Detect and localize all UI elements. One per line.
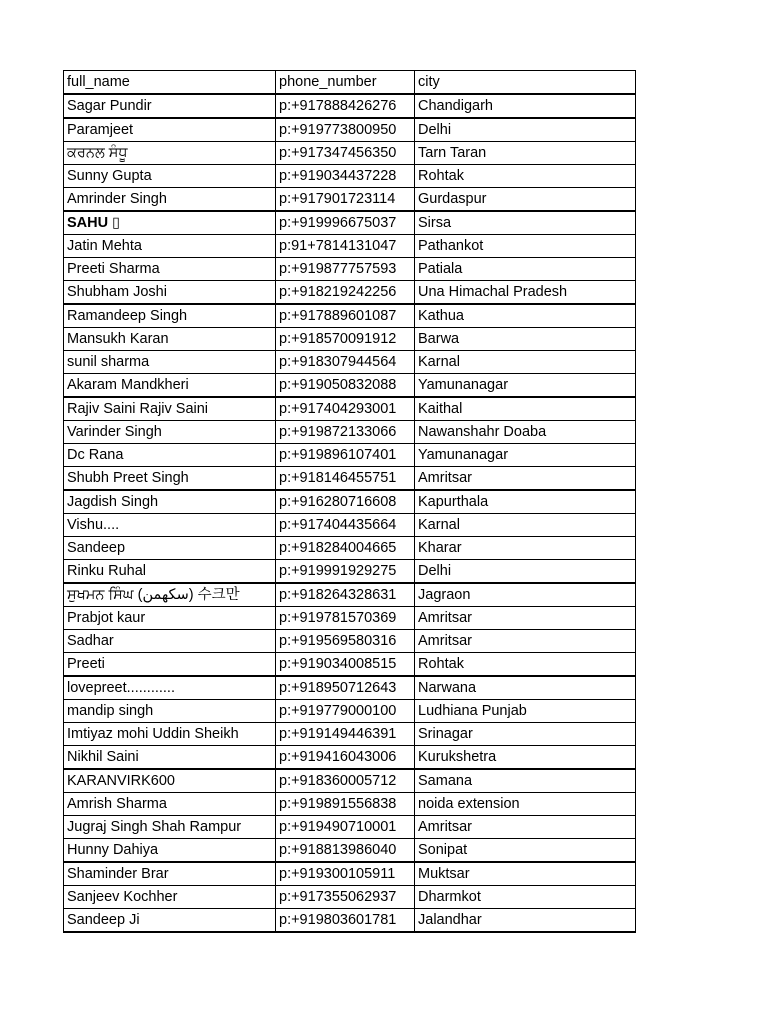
city-cell: Chandigarh — [415, 94, 636, 118]
phone-number-cell: p:+919773800950 — [276, 118, 415, 142]
phone-number-cell: p:+918307944564 — [276, 351, 415, 374]
full-name-cell: Nikhil Saini — [64, 746, 276, 770]
header-row — [64, 71, 636, 95]
full-name-cell: Sagar Pundir — [64, 94, 276, 118]
table-row — [64, 258, 636, 281]
table-row — [64, 746, 636, 770]
full-name-cell: Sunny Gupta — [64, 165, 276, 188]
phone-number-cell: p:+918570091912 — [276, 328, 415, 351]
city-cell: Amritsar — [415, 607, 636, 630]
table-row — [64, 583, 636, 607]
table-row — [64, 374, 636, 398]
city-cell: Dharmkot — [415, 886, 636, 909]
header-phone-number: phone_number — [276, 71, 415, 95]
phone-number-cell: p:+917888426276 — [276, 94, 415, 118]
city-cell: Kapurthala — [415, 490, 636, 514]
city-cell: Kaithal — [415, 397, 636, 421]
full-name-cell: Paramjeet — [64, 118, 276, 142]
city-cell: Samana — [415, 769, 636, 793]
full-name-cell: mandip singh — [64, 700, 276, 723]
table-row — [64, 304, 636, 328]
full-name-cell: Sandeep — [64, 537, 276, 560]
full-name-cell: Jugraj Singh Shah Rampur — [64, 816, 276, 839]
phone-number-cell: p:+918950712643 — [276, 676, 415, 700]
full-name-cell: Vishu.... — [64, 514, 276, 537]
city-cell: Nawanshahr Doaba — [415, 421, 636, 444]
phone-number-cell: p:+919779000100 — [276, 700, 415, 723]
table-row — [64, 421, 636, 444]
phone-number-cell: p:+917889601087 — [276, 304, 415, 328]
full-name-cell: Amrinder Singh — [64, 188, 276, 212]
phone-number-cell: p:+919149446391 — [276, 723, 415, 746]
city-cell: Delhi — [415, 118, 636, 142]
city-cell: Amritsar — [415, 630, 636, 653]
header-full-name: full_name — [64, 71, 276, 95]
city-cell: Delhi — [415, 560, 636, 584]
table-row — [64, 723, 636, 746]
full-name-cell: Shubh Preet Singh — [64, 467, 276, 491]
phone-number-cell: p:+919781570369 — [276, 607, 415, 630]
city-cell: Patiala — [415, 258, 636, 281]
full-name-cell: ਸੁਖਮਨ ਸਿੰਘ (سکھمن) 수크만 — [64, 583, 276, 607]
table-row — [64, 793, 636, 816]
table-row — [64, 839, 636, 863]
full-name-cell: Imtiyaz mohi Uddin Sheikh — [64, 723, 276, 746]
phone-number-cell: p:+918264328631 — [276, 583, 415, 607]
table-row — [64, 444, 636, 467]
table-row — [64, 142, 636, 165]
table-row — [64, 816, 636, 839]
full-name-cell: KARANVIRK600 — [64, 769, 276, 793]
phone-number-cell: p:+916280716608 — [276, 490, 415, 514]
table-row — [64, 630, 636, 653]
city-cell: Barwa — [415, 328, 636, 351]
table-row — [64, 607, 636, 630]
city-cell: Amritsar — [415, 816, 636, 839]
phone-number-cell: p:+919034437228 — [276, 165, 415, 188]
phone-number-cell: p:+918219242256 — [276, 281, 415, 305]
city-cell: Muktsar — [415, 862, 636, 886]
city-cell: Sonipat — [415, 839, 636, 863]
phone-number-cell: p:+919996675037 — [276, 211, 415, 235]
city-cell: Pathankot — [415, 235, 636, 258]
city-cell: Kathua — [415, 304, 636, 328]
city-cell: Yamunanagar — [415, 374, 636, 398]
table-row — [64, 514, 636, 537]
full-name-cell: Rinku Ruhal — [64, 560, 276, 584]
table-row — [64, 862, 636, 886]
full-name-cell: Sanjeev Kochher — [64, 886, 276, 909]
full-name-cell: Ramandeep Singh — [64, 304, 276, 328]
phone-number-cell: p:+918146455751 — [276, 467, 415, 491]
table-row — [64, 769, 636, 793]
table-row — [64, 700, 636, 723]
full-name-cell: Jatin Mehta — [64, 235, 276, 258]
phone-number-cell: p:+918360005712 — [276, 769, 415, 793]
table-row — [64, 188, 636, 212]
city-cell: Una Himachal Pradesh — [415, 281, 636, 305]
table-row — [64, 397, 636, 421]
city-cell: Tarn Taran — [415, 142, 636, 165]
phone-number-cell: p:+919300105911 — [276, 862, 415, 886]
table-row — [64, 328, 636, 351]
full-name-cell: Preeti — [64, 653, 276, 677]
phone-number-cell: p:+917355062937 — [276, 886, 415, 909]
city-cell: Amritsar — [415, 467, 636, 491]
table-row — [64, 886, 636, 909]
full-name-cell: Preeti Sharma — [64, 258, 276, 281]
full-name-cell: ਕਰਨਲ ਸੰਧੂ — [64, 142, 276, 165]
table-row — [64, 211, 636, 235]
table-row — [64, 560, 636, 584]
full-name-cell: Jagdish Singh — [64, 490, 276, 514]
city-cell: Rohtak — [415, 653, 636, 677]
city-cell: Karnal — [415, 514, 636, 537]
full-name-cell: Varinder Singh — [64, 421, 276, 444]
city-cell: Sirsa — [415, 211, 636, 235]
table-row — [64, 909, 636, 933]
city-cell: Kharar — [415, 537, 636, 560]
city-cell: Narwana — [415, 676, 636, 700]
table-row — [64, 467, 636, 491]
city-cell: Yamunanagar — [415, 444, 636, 467]
full-name-cell: Shubham Joshi — [64, 281, 276, 305]
phone-number-cell: p:+919569580316 — [276, 630, 415, 653]
full-name-cell: Sandeep Ji — [64, 909, 276, 933]
phone-number-cell: p:+919896107401 — [276, 444, 415, 467]
phone-number-cell: p:+919490710001 — [276, 816, 415, 839]
city-cell: Karnal — [415, 351, 636, 374]
full-name-cell: Mansukh Karan — [64, 328, 276, 351]
phone-number-cell: p:91+7814131047 — [276, 235, 415, 258]
phone-number-cell: p:+919891556838 — [276, 793, 415, 816]
full-name-cell: lovepreet............ — [64, 676, 276, 700]
table-row — [64, 281, 636, 305]
table-row — [64, 490, 636, 514]
full-name-cell: sunil sharma — [64, 351, 276, 374]
full-name-cell: Shaminder Brar — [64, 862, 276, 886]
full-name-cell: Amrish Sharma — [64, 793, 276, 816]
city-cell: Kurukshetra — [415, 746, 636, 770]
full-name-cell: Prabjot kaur — [64, 607, 276, 630]
city-cell: Rohtak — [415, 165, 636, 188]
table-row — [64, 351, 636, 374]
phone-number-cell: p:+919877757593 — [276, 258, 415, 281]
phone-number-cell: p:+917347456350 — [276, 142, 415, 165]
table-row — [64, 118, 636, 142]
phone-number-cell: p:+917901723114 — [276, 188, 415, 212]
full-name-cell: Akaram Mandkheri — [64, 374, 276, 398]
phone-number-cell: p:+919050832088 — [276, 374, 415, 398]
city-cell: Jagraon — [415, 583, 636, 607]
table-row — [64, 653, 636, 677]
spreadsheet-page — [63, 70, 636, 933]
header-city: city — [415, 71, 636, 95]
city-cell: Srinagar — [415, 723, 636, 746]
table-body — [64, 94, 636, 932]
table-row — [64, 165, 636, 188]
phone-number-cell: p:+917404435664 — [276, 514, 415, 537]
city-cell: Jalandhar — [415, 909, 636, 933]
city-cell: Gurdaspur — [415, 188, 636, 212]
full-name-cell: Sadhar — [64, 630, 276, 653]
table-row — [64, 537, 636, 560]
table-row — [64, 94, 636, 118]
full-name-cell: Hunny Dahiya — [64, 839, 276, 863]
phone-number-cell: p:+918813986040 — [276, 839, 415, 863]
phone-number-cell: p:+919034008515 — [276, 653, 415, 677]
phone-number-cell: p:+919416043006 — [276, 746, 415, 770]
full-name-cell: Rajiv Saini Rajiv Saini — [64, 397, 276, 421]
table-row — [64, 235, 636, 258]
table-row — [64, 676, 636, 700]
phone-number-cell: p:+918284004665 — [276, 537, 415, 560]
phone-number-cell: p:+917404293001 — [276, 397, 415, 421]
full-name-cell: SAHU ▯ — [64, 211, 276, 235]
full-name-cell: Dc Rana — [64, 444, 276, 467]
contacts-table — [63, 70, 636, 933]
phone-number-cell: p:+919872133066 — [276, 421, 415, 444]
phone-number-cell: p:+919991929275 — [276, 560, 415, 584]
city-cell: noida extension — [415, 793, 636, 816]
phone-number-cell: p:+919803601781 — [276, 909, 415, 933]
city-cell: Ludhiana Punjab — [415, 700, 636, 723]
